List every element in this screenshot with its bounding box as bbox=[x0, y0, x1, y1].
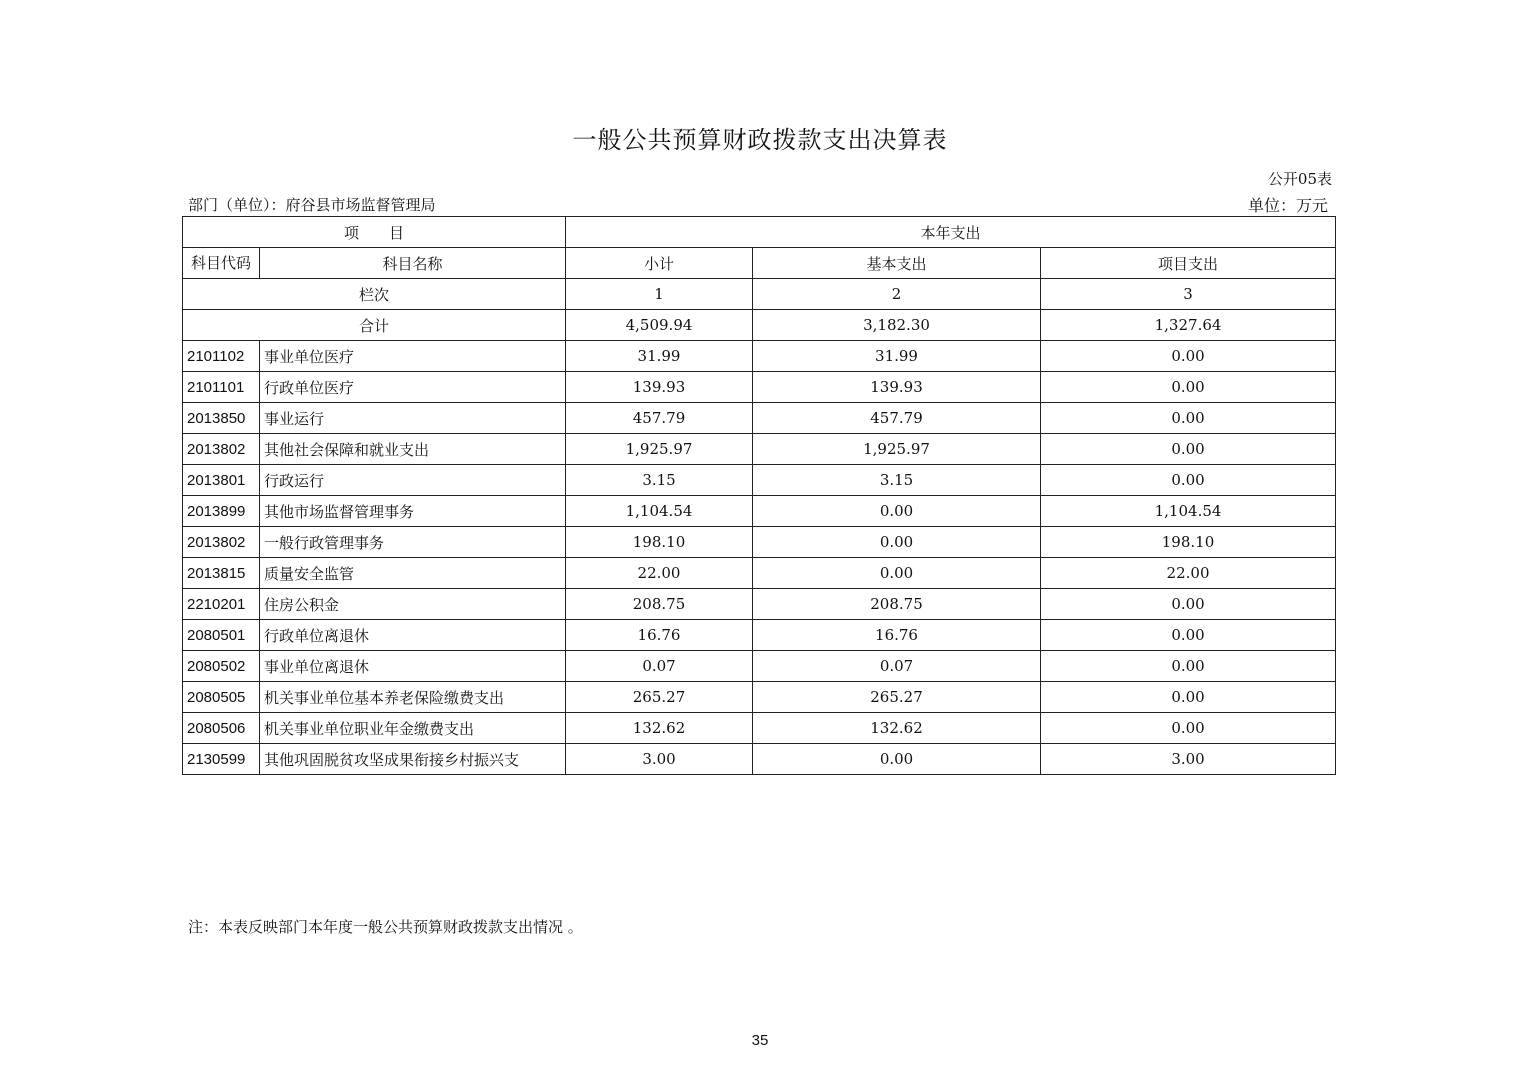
row-basic: 31.99 bbox=[753, 341, 1041, 372]
row-basic: 457.79 bbox=[753, 403, 1041, 434]
header-name: 科目名称 bbox=[260, 248, 566, 279]
table-row bbox=[183, 682, 1336, 713]
footnote: 注：本表反映部门本年度一般公共预算财政拨款支出情况 。 bbox=[188, 918, 583, 936]
row-project: 0.00 bbox=[1041, 403, 1336, 434]
header-basic: 基本支出 bbox=[753, 248, 1041, 279]
row-code: 2080506 bbox=[183, 713, 260, 744]
table-row bbox=[183, 713, 1336, 744]
row-subtotal: 0.07 bbox=[566, 651, 753, 682]
page-title: 一般公共预算财政拨款支出决算表 bbox=[572, 126, 948, 154]
row-name: 事业单位医疗 bbox=[260, 341, 566, 372]
row-project: 0.00 bbox=[1041, 465, 1336, 496]
total-basic: 3,182.30 bbox=[753, 310, 1041, 341]
row-code: 2101102 bbox=[183, 341, 260, 372]
row-basic: 208.75 bbox=[753, 589, 1041, 620]
total-subtotal: 4,509.94 bbox=[566, 310, 753, 341]
total-row bbox=[183, 310, 1336, 341]
total-label: 合计 bbox=[183, 310, 566, 341]
row-subtotal: 265.27 bbox=[566, 682, 753, 713]
table-row bbox=[183, 651, 1336, 682]
row-project: 0.00 bbox=[1041, 434, 1336, 465]
row-name: 质量安全监管 bbox=[260, 558, 566, 589]
table-row bbox=[183, 496, 1336, 527]
row-basic: 0.00 bbox=[753, 558, 1041, 589]
row-basic: 1,925.97 bbox=[753, 434, 1041, 465]
row-basic: 0.07 bbox=[753, 651, 1041, 682]
form-number: 公开05表 bbox=[1267, 170, 1332, 188]
row-project: 0.00 bbox=[1041, 372, 1336, 403]
row-name: 其他巩固脱贫攻坚成果衔接乡村振兴支 bbox=[260, 744, 566, 775]
row-project: 0.00 bbox=[1041, 341, 1336, 372]
row-subtotal: 3.15 bbox=[566, 465, 753, 496]
row-name: 其他社会保障和就业支出 bbox=[260, 434, 566, 465]
row-name: 其他市场监督管理事务 bbox=[260, 496, 566, 527]
row-name: 事业单位离退休 bbox=[260, 651, 566, 682]
row-project: 0.00 bbox=[1041, 620, 1336, 651]
column-number-3: 3 bbox=[1041, 279, 1336, 310]
row-project: 0.00 bbox=[1041, 713, 1336, 744]
row-basic: 132.62 bbox=[753, 713, 1041, 744]
table-row bbox=[183, 558, 1336, 589]
row-name: 住房公积金 bbox=[260, 589, 566, 620]
row-project: 0.00 bbox=[1041, 651, 1336, 682]
budget-table bbox=[182, 216, 1336, 775]
row-code: 2013815 bbox=[183, 558, 260, 589]
row-code: 2080501 bbox=[183, 620, 260, 651]
row-subtotal: 132.62 bbox=[566, 713, 753, 744]
table-row bbox=[183, 465, 1336, 496]
row-subtotal: 3.00 bbox=[566, 744, 753, 775]
row-basic: 0.00 bbox=[753, 744, 1041, 775]
row-code: 2130599 bbox=[183, 744, 260, 775]
row-basic: 265.27 bbox=[753, 682, 1041, 713]
row-name: 机关事业单位职业年金缴费支出 bbox=[260, 713, 566, 744]
unit-label: 单位：万元 bbox=[1247, 196, 1328, 215]
table-row bbox=[183, 744, 1336, 775]
table-row bbox=[183, 434, 1336, 465]
row-project: 0.00 bbox=[1041, 589, 1336, 620]
row-subtotal: 457.79 bbox=[566, 403, 753, 434]
row-code: 2101101 bbox=[183, 372, 260, 403]
row-code: 2080505 bbox=[183, 682, 260, 713]
table-row bbox=[183, 403, 1336, 434]
row-code: 2013899 bbox=[183, 496, 260, 527]
row-code: 2013850 bbox=[183, 403, 260, 434]
row-name: 机关事业单位基本养老保险缴费支出 bbox=[260, 682, 566, 713]
column-number-row bbox=[183, 279, 1336, 310]
row-code: 2210201 bbox=[183, 589, 260, 620]
row-name: 行政单位医疗 bbox=[260, 372, 566, 403]
row-subtotal: 1,925.97 bbox=[566, 434, 753, 465]
column-number-1: 1 bbox=[566, 279, 753, 310]
header-item: 项 目 bbox=[183, 217, 566, 248]
header-this-year: 本年支出 bbox=[566, 217, 1336, 248]
row-subtotal: 31.99 bbox=[566, 341, 753, 372]
table-row bbox=[183, 372, 1336, 403]
row-subtotal: 208.75 bbox=[566, 589, 753, 620]
header-subtotal: 小计 bbox=[566, 248, 753, 279]
row-project: 3.00 bbox=[1041, 744, 1336, 775]
row-subtotal: 16.76 bbox=[566, 620, 753, 651]
header-row-1 bbox=[183, 217, 1336, 248]
row-code: 2013801 bbox=[183, 465, 260, 496]
page-number: 35 bbox=[751, 1032, 769, 1049]
row-basic: 16.76 bbox=[753, 620, 1041, 651]
row-name: 事业运行 bbox=[260, 403, 566, 434]
row-project: 1,104.54 bbox=[1041, 496, 1336, 527]
row-subtotal: 1,104.54 bbox=[566, 496, 753, 527]
row-basic: 0.00 bbox=[753, 496, 1041, 527]
table-row bbox=[183, 341, 1336, 372]
row-basic: 139.93 bbox=[753, 372, 1041, 403]
row-basic: 0.00 bbox=[753, 527, 1041, 558]
table-row bbox=[183, 589, 1336, 620]
row-subtotal: 22.00 bbox=[566, 558, 753, 589]
table-row bbox=[183, 527, 1336, 558]
row-project: 198.10 bbox=[1041, 527, 1336, 558]
header-code: 科目代码 bbox=[183, 248, 260, 279]
row-basic: 3.15 bbox=[753, 465, 1041, 496]
total-project: 1,327.64 bbox=[1041, 310, 1336, 341]
column-number-label: 栏次 bbox=[183, 279, 566, 310]
row-subtotal: 139.93 bbox=[566, 372, 753, 403]
column-number-2: 2 bbox=[753, 279, 1041, 310]
row-code: 2013802 bbox=[183, 434, 260, 465]
header-project: 项目支出 bbox=[1041, 248, 1336, 279]
row-name: 行政单位离退休 bbox=[260, 620, 566, 651]
row-code: 2080502 bbox=[183, 651, 260, 682]
row-code: 2013802 bbox=[183, 527, 260, 558]
row-name: 行政运行 bbox=[260, 465, 566, 496]
department-label: 部门（单位）：府谷县市场监督管理局 bbox=[188, 196, 436, 214]
row-project: 22.00 bbox=[1041, 558, 1336, 589]
row-project: 0.00 bbox=[1041, 682, 1336, 713]
table-row bbox=[183, 620, 1336, 651]
header-row-2 bbox=[183, 248, 1336, 279]
row-name: 一般行政管理事务 bbox=[260, 527, 566, 558]
row-subtotal: 198.10 bbox=[566, 527, 753, 558]
